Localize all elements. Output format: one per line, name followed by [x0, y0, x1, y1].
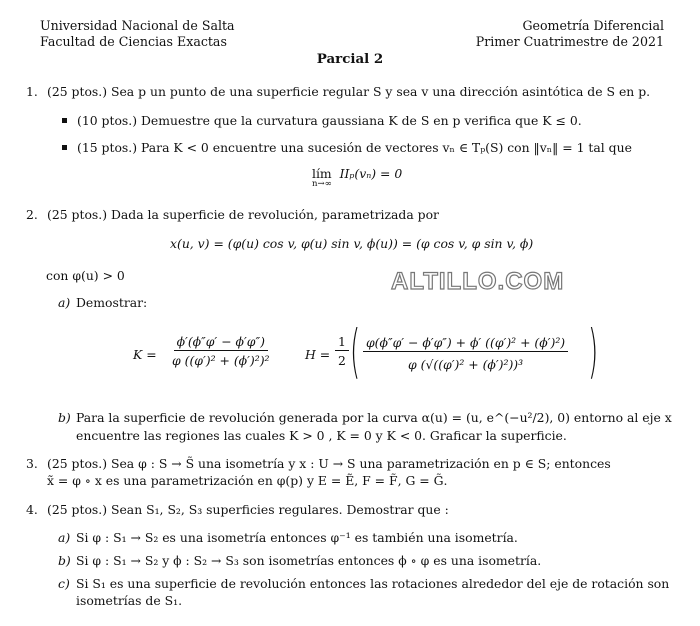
faculty-name: Facultad de Ciencias Exactas: [40, 34, 227, 49]
parametrization-formula: x(u, v) = (φ(u) cos v, φ(u) sin v, ϕ(u)) = (φ cos v, φ sin v, ϕ): [170, 236, 534, 251]
K-lhs: K =: [133, 347, 157, 362]
page-title: Parcial 2: [316, 51, 384, 67]
problem-2-text: (25 ptos.) Dada la superficie de revolución, parametrizada por: [47, 207, 439, 222]
course-name: Geometría Diferencial: [522, 18, 664, 33]
H-numerator: φ(ϕ″φ′ − ϕ′φ″) + ϕ′ ((φ′)² + (ϕ′)²): [363, 335, 568, 352]
problem-4-text: (25 ptos.) Sean S₁, S₂, S₃ superficies regulares. Demostrar que :: [47, 502, 449, 517]
problem-2-number: 2.: [26, 207, 38, 222]
bullet-icon: [62, 118, 67, 123]
limit-expression: IIₚ(vₙ) = 0: [339, 166, 403, 181]
university-name: Universidad Nacional de Salta: [40, 18, 235, 33]
bullet-icon: [62, 145, 67, 150]
problem-3-line-1: (25 ptos.) Sea φ : S → S̃ una isometría y x : U → S una parametrización en p ∈ S; entonces: [47, 456, 611, 471]
H-denominator: φ (√((φ′)² + (ϕ′)²))³: [408, 357, 524, 372]
problem-1-item-2: (15 ptos.) Para K < 0 encuentre una sucesión de vectores vₙ ∈ Tₚ(S) con ‖vₙ‖ = 1 tal que: [77, 140, 632, 155]
H-lhs: H =: [305, 347, 331, 362]
term-name: Primer Cuatrimestre de 2021: [475, 34, 664, 49]
H-half-fraction: [332, 334, 352, 369]
problem-1-text: (25 ptos.) Sea p un punto de una superficie regular S y sea v una dirección asintótica de S en p.: [47, 84, 651, 99]
item-b-line-1: Para la superficie de revolución generada por la curva α(u) = (u, e^(−u²/2), 0) entorno al eje x: [76, 410, 672, 425]
K-numerator: ϕ′(ϕ″φ′ − ϕ′φ″): [174, 334, 268, 351]
problem-1-item-1: (10 ptos.) Demuestre que la curvatura gaussiana K de S en p verifica que K ≤ 0.: [77, 113, 582, 128]
item-4b-text: Si φ : S₁ → S₂ y ϕ : S₂ → S₃ son isometrías entonces ϕ ∘ φ es una isometría.: [76, 553, 542, 568]
H-fraction: [360, 335, 571, 373]
H-half-numerator: 1: [335, 334, 349, 351]
item-b-line-2: encuentre las regiones las cuales K > 0 , K = 0 y K < 0. Graficar la superficie.: [76, 428, 567, 443]
H-right-paren: ): [588, 317, 599, 385]
item-a-text: Demostrar:: [76, 295, 148, 310]
K-denominator: φ ((φ′)² + (ϕ′)²)²: [172, 353, 270, 368]
H-left-paren: (: [350, 317, 361, 385]
H-half-denominator: 2: [338, 353, 346, 368]
item-4b-label: b): [58, 553, 71, 568]
item-4a-label: a): [58, 530, 71, 545]
problem-1-number: 1.: [26, 84, 38, 99]
positivity-condition: con φ(u) > 0: [46, 268, 125, 283]
watermark-logo: ALTILLO.COM: [391, 268, 565, 295]
limit-word: lím: [312, 166, 332, 181]
item-4c-line-1: Si S₁ es una superficie de revolución entonces las rotaciones alrededor del eje de rotación son: [76, 576, 670, 591]
item-b-label: b): [58, 410, 71, 425]
item-4a-text: Si φ : S₁ → S₂ es una isometría entonces φ⁻¹ es también una isometría.: [76, 530, 518, 545]
limit-block: [312, 166, 402, 189]
item-4c-line-2: isometrías de S₁.: [76, 593, 183, 608]
problem-4-number: 4.: [26, 502, 38, 517]
problem-3-number: 3.: [26, 456, 38, 471]
K-fraction: [166, 334, 276, 369]
item-a-label: a): [58, 295, 71, 310]
problem-3-line-2: x̃ = φ ∘ x es una parametrización en φ(p) y E = Ẽ, F = F̃, G = G̃.: [47, 473, 448, 488]
item-4c-label: c): [58, 576, 70, 591]
limit-subscript: n→∞: [312, 179, 332, 189]
